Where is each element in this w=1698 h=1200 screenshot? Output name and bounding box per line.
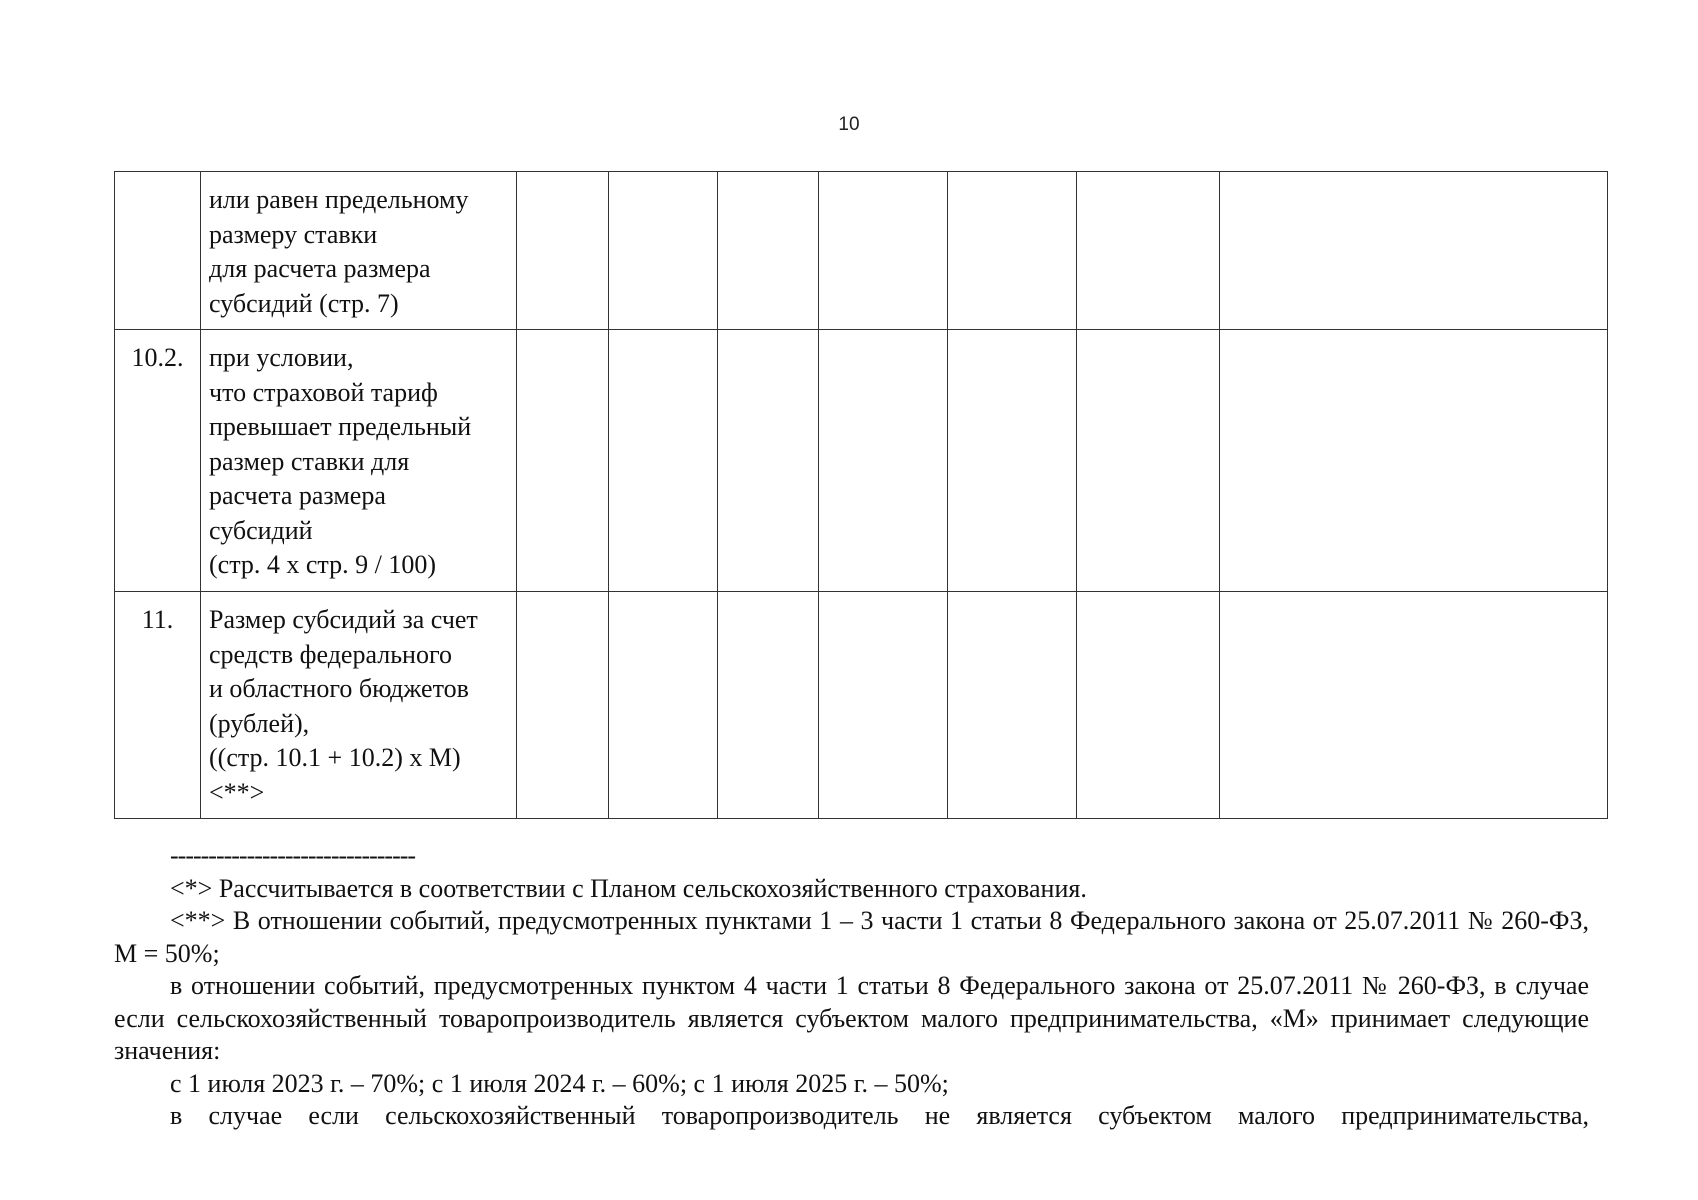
row-number-cell: 11. xyxy=(115,592,201,819)
row-number-cell xyxy=(115,172,201,330)
description-line: размер ставки для xyxy=(209,446,410,476)
description-line: (стр. 4 х стр. 9 / 100) xyxy=(209,550,436,579)
description-line: субсидий (стр. 7) xyxy=(209,288,399,318)
empty-cell xyxy=(948,592,1077,819)
footnotes xyxy=(114,840,1589,1133)
empty-cell xyxy=(819,592,948,819)
description-line: субсидий xyxy=(209,515,313,545)
footnote-2: <**> В отношении событий, предусмотренных пунктами 1 – 3 части 1 статьи 8 Федерального закона от 25.07.2011 № 260-ФЗ, М = 50%; xyxy=(114,906,1589,968)
empty-cell xyxy=(1220,330,1608,592)
footnote-paragraph: в случае если сельскохозяйственный товаропроизводитель не является субъектом малого предпринимательства, xyxy=(170,1101,1589,1130)
empty-cell xyxy=(1077,592,1220,819)
footnote-paragraph: с 1 июля 2023 г. – 70%; с 1 июля 2024 г. – 60%; с 1 июля 2025 г. – 50%; xyxy=(170,1068,949,1098)
table-row xyxy=(115,592,1608,819)
empty-cell xyxy=(517,592,609,819)
row-number-cell: 10.2. xyxy=(115,330,201,592)
empty-cell xyxy=(609,172,718,330)
row-description-cell xyxy=(201,330,517,592)
footnote-1: <*> Рассчитывается в соответствии с Планом сельскохозяйственного страхования. xyxy=(170,873,1087,903)
description-line: и областного бюджетов xyxy=(209,674,469,703)
empty-cell xyxy=(517,172,609,330)
empty-cell xyxy=(819,330,948,592)
empty-cell xyxy=(1220,172,1608,330)
description-line: (рублей), xyxy=(209,708,310,738)
description-line: расчета размера xyxy=(209,481,386,510)
empty-cell xyxy=(517,330,609,592)
empty-cell xyxy=(609,330,718,592)
data-table xyxy=(114,171,1608,819)
description-line: или равен предельному xyxy=(209,185,469,214)
empty-cell xyxy=(718,592,819,819)
table-row xyxy=(115,172,1608,330)
description-line: превышает предельный xyxy=(209,412,472,441)
description-line: размеру ставки xyxy=(209,219,378,249)
empty-cell xyxy=(718,172,819,330)
empty-cell xyxy=(1077,330,1220,592)
empty-cell xyxy=(948,330,1077,592)
table-row xyxy=(115,330,1608,592)
row-description-cell xyxy=(201,592,517,819)
footnote-paragraph: в отношении событий, предусмотренных пунктом 4 части 1 статьи 8 Федерального закона от 25.07.2011 № 260-ФЗ, в случае если сельскохозяйственный товаропроизводитель является субъектом малого предпринимательства, «М» принимает следующие значения: xyxy=(114,971,1589,1065)
empty-cell xyxy=(609,592,718,819)
description-line: при условии, xyxy=(209,343,354,372)
empty-cell xyxy=(1220,592,1608,819)
description-line: что страховой тариф xyxy=(209,377,438,407)
description-line: ((стр. 10.1 + 10.2) х М) xyxy=(209,743,461,772)
row-description-cell xyxy=(201,172,517,330)
footnote-separator: -------------------------------- xyxy=(170,841,416,870)
page-number: 10 xyxy=(838,114,860,135)
empty-cell xyxy=(718,330,819,592)
description-line: средств федерального xyxy=(209,639,452,669)
empty-cell xyxy=(1077,172,1220,330)
description-line: для расчета размера xyxy=(209,254,431,283)
empty-cell xyxy=(948,172,1077,330)
description-line: <**> xyxy=(209,777,265,807)
empty-cell xyxy=(819,172,948,330)
description-line: Размер субсидий за счет xyxy=(209,605,478,634)
